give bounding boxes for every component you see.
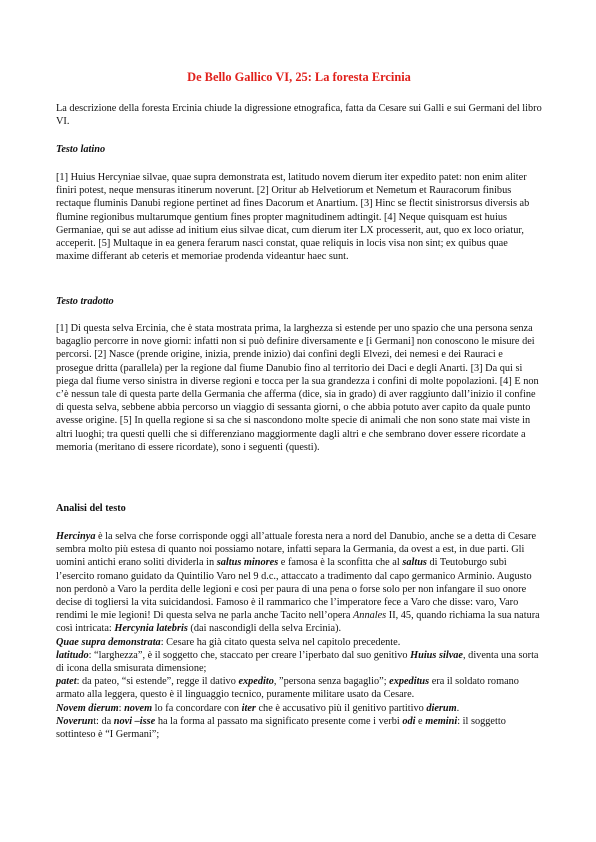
translation-text: [1] Di questa selva Ercinia, che è stata mostrata prima, la larghezza si estende per uno spazio che una persona senza bagaglio percorre in nove giorni: infatti non si può definire diversamente e [i Germani] non conoscono le misure dei percorsi. [2] Nasce (prende origine, inizia, prende inizio) dai confini degli Elvezi, dei nemesi e dei Rauraci e prosegue dritta (parallela) per la regione dal fiume Danubio fino al territorio dei Daci e degli Anarti. [3] Da qui si piega dal fiume verso sinistra in diverse regioni e tocca per la sua grandezza i confini di molte popolazioni. [4] E non c’è nessun tale di questa parte della Germania che afferma (dice, sia in grado) di aver raggiunto dall’inizio il confine di questa selva, sebbene abbia percorso un viaggio di sessanta giorni, o che abbia potuto aver capito da quale punto avesse origine. [5] In quella regione si sa che si nascondono molte specie di animali che non sono state mai viste in altri luoghi; tra questi quelli che si differenziano maggiormente dagli altri e che sembrano dover essere ricordate a memoria (meritano di essere ricordate), sono i seguenti (questi).	[56, 323, 539, 453]
latin-text: [1] Huius Hercyniae silvae, quae supra demonstrata est, latitudo novem dierum iter expedito patet: non enim aliter finiri potest, neque mensuras itinerum noverunt. [2] Oritur ab Helvetiorum et Nemetum et Rauracorum finibus rectaque fluminis Danubi regione pertinet ad fines Dacorum et Anartium. [3] Hinc se flectit sinistrorsus diversis ab flumine regionibus multarumque gentium fines propter magnitudinem adtingit. [4] Neque quisquam est huius Germaniae, qui se aut adisse ad initium eius silvae dicat, cum dierum iter LX processerit, aut, quo ex loco oriatur, acceperit. [5] Multaque in ea genera ferarum nasci constat, quae reliquis in locis visa non sint; ex quibus quae maxime differant ab ceteris et memoriae prodenda videantur haec sunt.	[56, 172, 530, 263]
term-annales: Annales	[353, 610, 387, 622]
term-saltus-minores: saltus minores	[216, 557, 279, 569]
analysis-paragraph-hercynia: Hercinya è la selva che forse corrisponde oggi all’attuale foresta nera a nord del Danubio, anche se a detta di Cesare sembra molto più estesa di quanto noi possiamo notare, infatti separa la Germania, da ovest a est, in due parti. Gli uomini antichi erano soliti dividerla in saltus minores e famosa è la sconfitta che al saltus di Teutoburgo subì l’esercito romano guidato da Quintilio Varo nel 9 d.c., attaccato a tradimento dal capo germanico Arminio. Augusto non perdonò a Varo la perdita delle legioni e così per paura di una pena o forse solo per non infangare il suo onore decise di togliersi la vita suicidandosi. Famoso è il rammarico che l’imperatore fece a Varo che disse: varo, Varo rendimi le mie legioni! Di questa selva ne parla anche Tacito nell’opera Annales II, 45, quando richiama la sua natura così intricata: Hercynia latebris (dai nascondigli della selva Ercinia).	[56, 531, 540, 635]
latin-heading: Testo latino	[56, 144, 106, 155]
analysis-line-noverunt: Noverunt: da novi –isse ha la forma al passato ma significato presente come i verbi odi e memini: il soggetto sottinteso è “I Germani”;	[56, 715, 506, 741]
document-title: De Bello Gallico VI, 25: La foresta Ercinia	[187, 70, 411, 84]
analysis-line-latitudo: latitudo: “larghezza”, è il soggetto che, staccato per creare l’iperbato dal suo genitivo Huius silvae, diventa una sorta di icona della smisurata dimensione;	[56, 649, 539, 675]
analysis-body	[56, 530, 542, 741]
analysis-heading: Analisi del testo	[56, 503, 126, 514]
analysis-line-quae-supra: Quae supra demonstrata: Cesare ha già citato questa selva nel capitolo precedente.	[56, 636, 401, 648]
term-hercynia-latebris: Hercynia latebris	[114, 623, 188, 635]
analysis-line-patet: patet: da pateo, “si estende”, regge il dativo expedito, ”persona senza bagaglio”; expeditus era il soldato romano armato alla leggera, questo è il linguaggio tecnico, puramente militare usato da Cesare.	[56, 676, 519, 701]
intro-paragraph: La descrizione della foresta Ercinia chiude la digressione etnografica, fatta da Cesare sui Galli e sui Germani del libro VI.	[56, 103, 542, 128]
translation-heading: Testo tradotto	[56, 296, 114, 307]
analysis-line-novem-dierum: Novem dierum: novem lo fa concordare con iter che è accusativo più il genitivo partitivo dierum.	[56, 702, 460, 714]
term-saltus: saltus	[402, 557, 427, 569]
term-hercinya: Hercinya	[56, 531, 96, 542]
